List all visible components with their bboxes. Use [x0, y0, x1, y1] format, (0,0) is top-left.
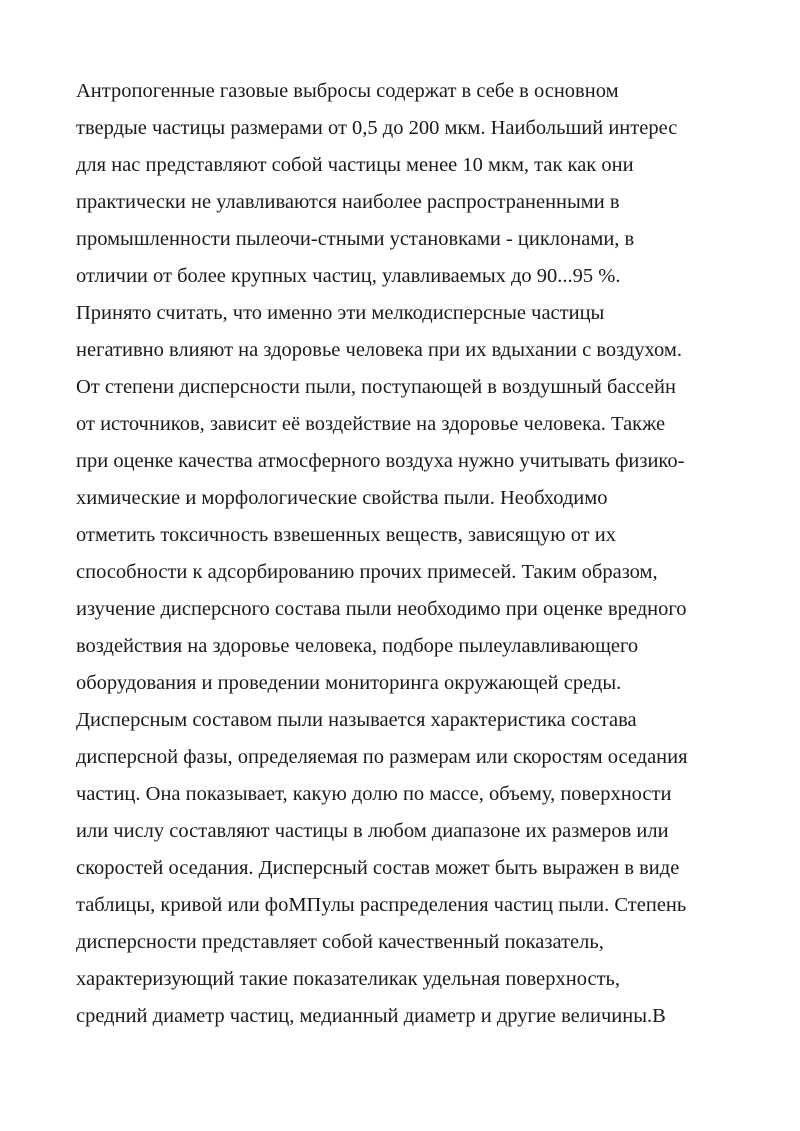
text-line: отличии от более крупных частиц, улавливаемых до 90...95 %.: [76, 265, 621, 287]
text-line: промышленности пылеочи-стными установками - циклонами, в: [76, 228, 635, 250]
text-line: твердые частицы размерами от 0,5 до 200 мкм. Наибольший интерес: [76, 117, 678, 139]
text-line: Дисперсным составом пыли называется характеристика состава: [76, 709, 637, 731]
text-line: От степени дисперсности пыли, поступающей в воздушный бассейн: [76, 376, 676, 398]
text-line: негативно влияют на здоровье человека при их вдыхании с воздухом.: [76, 339, 682, 361]
text-line: частиц. Она показывает, какую долю по массе, объему, поверхности: [76, 783, 672, 805]
text-line: от источников, зависит её воздействие на здоровье человека. Также: [76, 413, 666, 435]
text-line: Принято считать, что именно эти мелкодисперсные частицы: [76, 302, 605, 324]
text-line: характеризующий такие показателикак удельная поверхность,: [76, 968, 621, 990]
text-line: химические и морфологические свойства пыли. Необходимо: [76, 487, 608, 509]
text-line: воздействия на здоровье человека, подборе пылеулавливающего: [76, 635, 639, 657]
text-line: Антропогенные газовые выбросы содержат в себе в основном: [76, 80, 619, 102]
text-line: таблицы, кривой или фоМПулы распределения частиц пыли. Степень: [76, 894, 687, 916]
text-line: скоростей оседания. Дисперсный состав может быть выражен в виде: [76, 857, 680, 879]
text-line: способности к адсорбированию прочих примесей. Таким образом,: [76, 561, 658, 583]
text-line: отметить токсичность взвешенных веществ, зависящую от их: [76, 524, 616, 546]
text-line: или числу составляют частицы в любом диапазоне их размеров или: [76, 820, 669, 842]
text-line: дисперсности представляет собой качественный показатель,: [76, 931, 604, 953]
text-line: для нас представляют собой частицы менее 10 мкм, так как они: [76, 154, 634, 176]
body-text: [76, 73, 736, 1035]
text-line: средний диаметр частиц, медианный диаметр и другие величины.В: [76, 1005, 666, 1027]
text-line: практически не улавливаются наиболее распространенными в: [76, 191, 620, 213]
text-line: изучение дисперсного состава пыли необходимо при оценке вредного: [76, 598, 687, 620]
text-line: оборудования и проведении мониторинга окружающей среды.: [76, 672, 622, 694]
text-line: при оценке качества атмосферного воздуха нужно учитывать физико-: [76, 450, 685, 472]
text-line: дисперсной фазы, определяемая по размерам или скоростям оседания: [76, 746, 688, 768]
